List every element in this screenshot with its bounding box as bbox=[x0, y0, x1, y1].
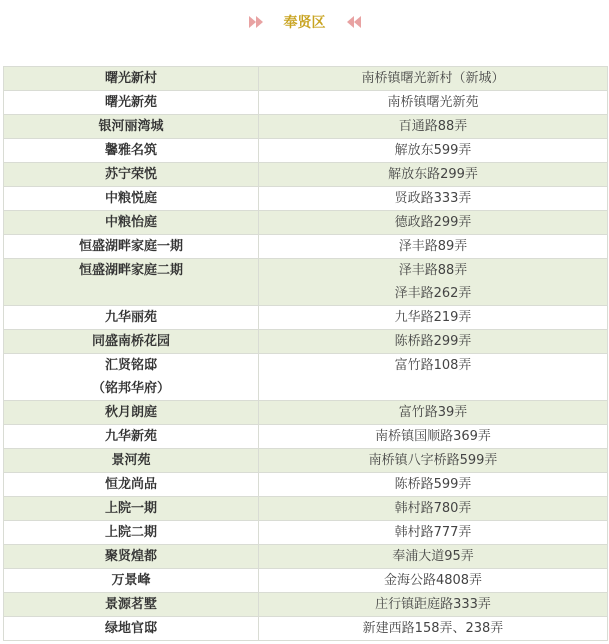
address: 南桥镇国顺路369弄 bbox=[375, 429, 491, 444]
community-name-cell bbox=[4, 617, 259, 641]
community-name: 恒盛湖畔家庭二期 bbox=[78, 263, 183, 278]
address: 金海公路4808弄 bbox=[383, 573, 483, 588]
double-right-arrow-icon bbox=[248, 15, 266, 29]
table-row bbox=[4, 593, 608, 617]
address: 贤政路333弄 bbox=[394, 191, 472, 206]
section-title: 奉贤区 bbox=[283, 15, 326, 31]
community-name-cell bbox=[4, 139, 259, 163]
community-name: 中粮怡庭 bbox=[104, 215, 157, 230]
community-name-cell bbox=[4, 67, 259, 91]
address: 富竹路39弄 bbox=[398, 405, 468, 420]
address: 解放东599弄 bbox=[394, 143, 472, 158]
community-name: 景源茗墅 bbox=[104, 597, 157, 612]
address: 泽丰路262弄 bbox=[394, 286, 472, 301]
table-row bbox=[4, 401, 608, 425]
table-row bbox=[4, 521, 608, 545]
address: 南桥镇曙光新苑 bbox=[387, 95, 479, 110]
community-name-cell bbox=[4, 91, 259, 115]
community-name-cell bbox=[4, 259, 259, 306]
address: 泽丰路88弄 bbox=[398, 263, 468, 278]
section-header bbox=[0, 0, 609, 44]
community-name-cell bbox=[4, 163, 259, 187]
table-row bbox=[4, 330, 608, 354]
address-cell bbox=[259, 139, 608, 163]
table-row bbox=[4, 617, 608, 641]
address: 泽丰路89弄 bbox=[398, 239, 468, 254]
table-row bbox=[4, 425, 608, 449]
address-cell bbox=[259, 473, 608, 497]
address: 韩村路780弄 bbox=[394, 501, 472, 516]
address: 韩村路777弄 bbox=[394, 525, 472, 540]
address-cell bbox=[259, 497, 608, 521]
community-name-cell bbox=[4, 521, 259, 545]
address-cell bbox=[259, 115, 608, 139]
community-name: 九华丽苑 bbox=[104, 310, 157, 325]
address-cell bbox=[259, 91, 608, 115]
table-row bbox=[4, 449, 608, 473]
address: 百通路88弄 bbox=[398, 119, 468, 134]
community-name-cell bbox=[4, 473, 259, 497]
community-name-cell bbox=[4, 115, 259, 139]
address-cell bbox=[259, 211, 608, 235]
address-cell bbox=[259, 401, 608, 425]
community-name: （铭邦华府） bbox=[91, 381, 170, 396]
table-row bbox=[4, 497, 608, 521]
community-name: 绿地官邸 bbox=[104, 621, 157, 636]
community-name-cell bbox=[4, 187, 259, 211]
community-name-cell bbox=[4, 497, 259, 521]
community-name: 聚贤煌都 bbox=[104, 549, 157, 564]
table-row bbox=[4, 545, 608, 569]
address-cell bbox=[259, 593, 608, 617]
community-name: 恒盛湖畔家庭一期 bbox=[78, 239, 183, 254]
community-name: 景河苑 bbox=[111, 453, 151, 468]
community-name: 上院二期 bbox=[104, 525, 157, 540]
community-name: 曙光新苑 bbox=[104, 95, 157, 110]
community-name: 上院一期 bbox=[104, 501, 157, 516]
table-row bbox=[4, 139, 608, 163]
address: 奉浦大道95弄 bbox=[392, 549, 474, 564]
address-cell bbox=[259, 521, 608, 545]
table-row bbox=[4, 163, 608, 187]
address-cell bbox=[259, 449, 608, 473]
address: 南桥镇八字桥路599弄 bbox=[368, 453, 498, 468]
community-name: 汇贤铭邸 bbox=[104, 358, 157, 373]
community-name: 恒龙尚品 bbox=[104, 477, 157, 492]
table-row bbox=[4, 259, 608, 306]
address-cell bbox=[259, 67, 608, 91]
community-name-cell bbox=[4, 211, 259, 235]
table-row bbox=[4, 187, 608, 211]
table-row bbox=[4, 473, 608, 497]
address: 陈桥路299弄 bbox=[394, 334, 472, 349]
address: 德政路299弄 bbox=[394, 215, 472, 230]
address-cell bbox=[259, 425, 608, 449]
table-row bbox=[4, 569, 608, 593]
address: 富竹路108弄 bbox=[394, 358, 472, 373]
address: 九华路219弄 bbox=[394, 310, 472, 325]
table-row bbox=[4, 211, 608, 235]
address-cell bbox=[259, 617, 608, 641]
community-name-cell bbox=[4, 449, 259, 473]
community-table bbox=[3, 66, 608, 641]
table-row bbox=[4, 354, 608, 401]
community-name-cell bbox=[4, 425, 259, 449]
community-name-cell bbox=[4, 354, 259, 401]
community-name: 曙光新村 bbox=[104, 71, 157, 86]
table-row bbox=[4, 91, 608, 115]
address-cell bbox=[259, 306, 608, 330]
address: 新建西路158弄、238弄 bbox=[362, 621, 504, 636]
address: 南桥镇曙光新村（新城） bbox=[361, 71, 505, 86]
address: 解放东路299弄 bbox=[388, 167, 478, 182]
community-name-cell bbox=[4, 593, 259, 617]
address: 庄行镇距庭路333弄 bbox=[375, 597, 491, 612]
address-cell bbox=[259, 354, 608, 401]
community-name: 秋月朗庭 bbox=[104, 405, 157, 420]
double-left-arrow-icon bbox=[344, 15, 362, 29]
community-name: 苏宁荣悦 bbox=[104, 167, 157, 182]
table-row bbox=[4, 67, 608, 91]
address-cell bbox=[259, 163, 608, 187]
address-cell bbox=[259, 330, 608, 354]
address-cell bbox=[259, 545, 608, 569]
table-row bbox=[4, 306, 608, 330]
table-row bbox=[4, 235, 608, 259]
community-name: 万景峰 bbox=[111, 573, 151, 588]
community-name-cell bbox=[4, 330, 259, 354]
address-cell bbox=[259, 235, 608, 259]
community-name-cell bbox=[4, 569, 259, 593]
address-cell bbox=[259, 259, 608, 306]
address-cell bbox=[259, 187, 608, 211]
community-name-cell bbox=[4, 306, 259, 330]
community-name-cell bbox=[4, 545, 259, 569]
community-name: 中粮悦庭 bbox=[104, 191, 157, 206]
community-name-cell bbox=[4, 401, 259, 425]
address-cell bbox=[259, 569, 608, 593]
community-name: 银河丽湾城 bbox=[98, 119, 164, 134]
community-name: 九华新苑 bbox=[104, 429, 157, 444]
community-name-cell bbox=[4, 235, 259, 259]
community-name: 同盛南桥花园 bbox=[91, 334, 170, 349]
community-name: 馨雅名筑 bbox=[104, 143, 157, 158]
table-row bbox=[4, 115, 608, 139]
address: 陈桥路599弄 bbox=[394, 477, 472, 492]
